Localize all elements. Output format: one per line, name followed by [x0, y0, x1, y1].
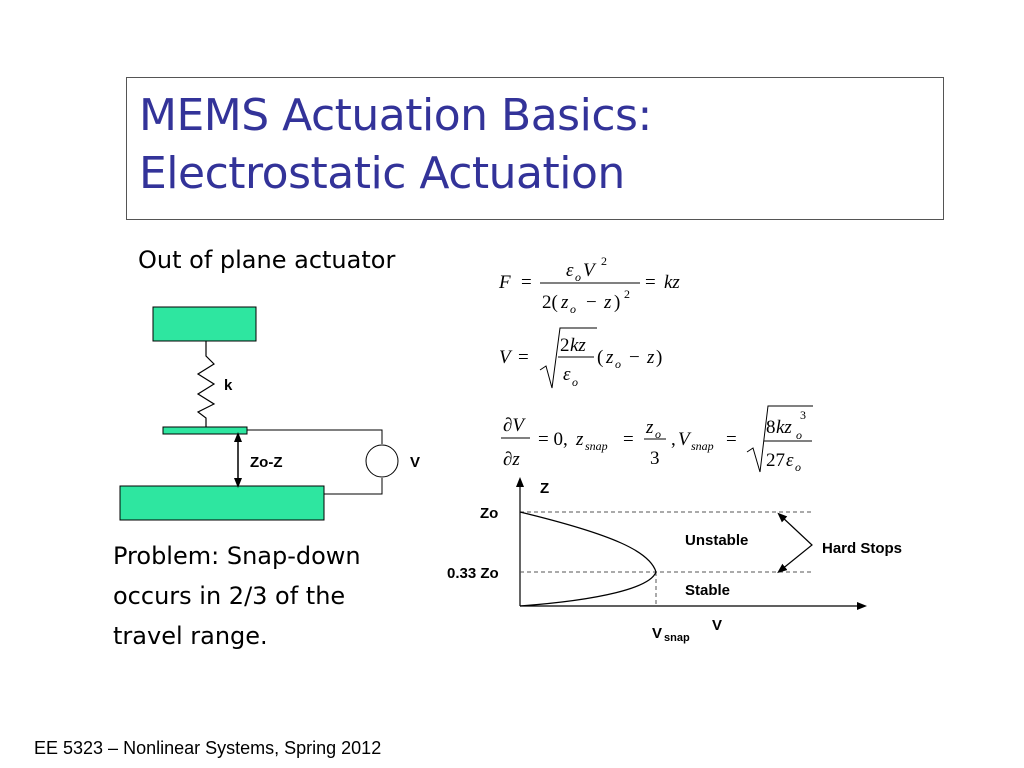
svg-text:3: 3: [650, 448, 660, 469]
hard-stops-label: Hard Stops: [822, 540, 903, 557]
svg-text:(: (: [597, 347, 604, 368]
z-v-graph: [447, 480, 902, 644]
problem-line-2: occurs in 2/3 of the: [113, 582, 346, 610]
top-anchor-block: [153, 307, 256, 341]
subtitle: Out of plane actuator: [138, 246, 396, 274]
stable-label: Stable: [685, 582, 731, 599]
svg-text:o: o: [572, 375, 578, 389]
z-axis-label: Z: [540, 480, 550, 497]
svg-text:−: −: [586, 292, 597, 313]
wire-bottom: [324, 478, 382, 494]
slide-title-line-1: MEMS Actuation Basics:: [139, 90, 652, 141]
svg-text:z: z: [646, 417, 654, 438]
svg-text:8: 8: [766, 417, 776, 438]
wire-top: [247, 430, 382, 444]
voltage-source-icon: [366, 445, 398, 477]
svg-text:2: 2: [560, 335, 570, 356]
svg-text:=: =: [726, 429, 737, 450]
gap-label: Zo-Z: [250, 454, 283, 471]
hard-stops-bracket: [781, 516, 812, 570]
problem-line-1: Problem: Snap-down: [113, 542, 361, 570]
svg-text:z: z: [604, 292, 612, 313]
svg-text:=: =: [645, 272, 656, 293]
equation-snap: [501, 406, 813, 474]
spring-symbol: [198, 341, 214, 427]
unstable-label: Unstable: [685, 532, 749, 549]
svg-text:27: 27: [766, 450, 785, 471]
vsnap-label: V: [652, 625, 663, 642]
svg-text:o: o: [575, 270, 581, 284]
equation-force: [498, 254, 680, 316]
spring-label: k: [224, 377, 233, 394]
svg-text:,: ,: [671, 429, 676, 450]
svg-text:V: V: [499, 347, 511, 368]
svg-text:2: 2: [601, 254, 607, 268]
equilibrium-curve: [520, 512, 656, 606]
svg-text:−: −: [629, 347, 640, 368]
svg-text:∂z: ∂z: [503, 449, 520, 470]
equation-voltage: [499, 328, 662, 389]
svg-text:z: z: [561, 292, 569, 313]
svg-text:z: z: [606, 347, 614, 368]
svg-text:= 0,: = 0,: [538, 429, 568, 450]
svg-text:z: z: [576, 429, 584, 450]
slide-title-line-2: Electrostatic Actuation: [139, 148, 625, 199]
svg-text:): ): [614, 292, 621, 313]
svg-text:z: z: [647, 347, 655, 368]
svg-text:2: 2: [624, 287, 630, 301]
voltage-source-label: V: [410, 454, 421, 471]
svg-text:snap: snap: [691, 439, 714, 453]
svg-text:ε: ε: [563, 364, 571, 385]
svg-text:3: 3: [800, 408, 806, 422]
svg-text:o: o: [796, 428, 802, 442]
svg-text:): ): [656, 347, 663, 368]
v-axis-label: V: [712, 617, 723, 634]
movable-plate: [163, 427, 247, 434]
svg-text:kz: kz: [664, 272, 680, 293]
svg-text:2(: 2(: [542, 292, 558, 313]
svg-text:kz: kz: [776, 417, 792, 438]
zo-tick-label: Zo: [480, 505, 499, 522]
svg-text:V: V: [583, 260, 595, 281]
svg-text:ε: ε: [566, 260, 574, 281]
svg-text:∂V: ∂V: [503, 415, 524, 436]
svg-text:=: =: [521, 272, 532, 293]
svg-text:o: o: [615, 357, 621, 371]
footer: EE 5323 – Nonlinear Systems, Spring 2012: [34, 738, 382, 758]
vsnap-subscript: snap: [664, 632, 690, 644]
svg-text:=: =: [623, 429, 634, 450]
svg-text:snap: snap: [585, 439, 608, 453]
svg-text:o: o: [795, 460, 801, 474]
actuator-schematic: [120, 307, 420, 520]
svg-text:V: V: [678, 429, 690, 450]
bottom-electrode: [120, 486, 324, 520]
snap-z-tick-label: 0.33 Zo: [447, 565, 499, 582]
svg-text:o: o: [655, 427, 661, 441]
svg-text:F: F: [499, 272, 511, 293]
svg-text:=: =: [518, 347, 529, 368]
svg-text:kz: kz: [570, 335, 586, 356]
svg-text:o: o: [570, 302, 576, 316]
problem-line-3: travel range.: [113, 622, 268, 650]
svg-text:ε: ε: [786, 450, 794, 471]
